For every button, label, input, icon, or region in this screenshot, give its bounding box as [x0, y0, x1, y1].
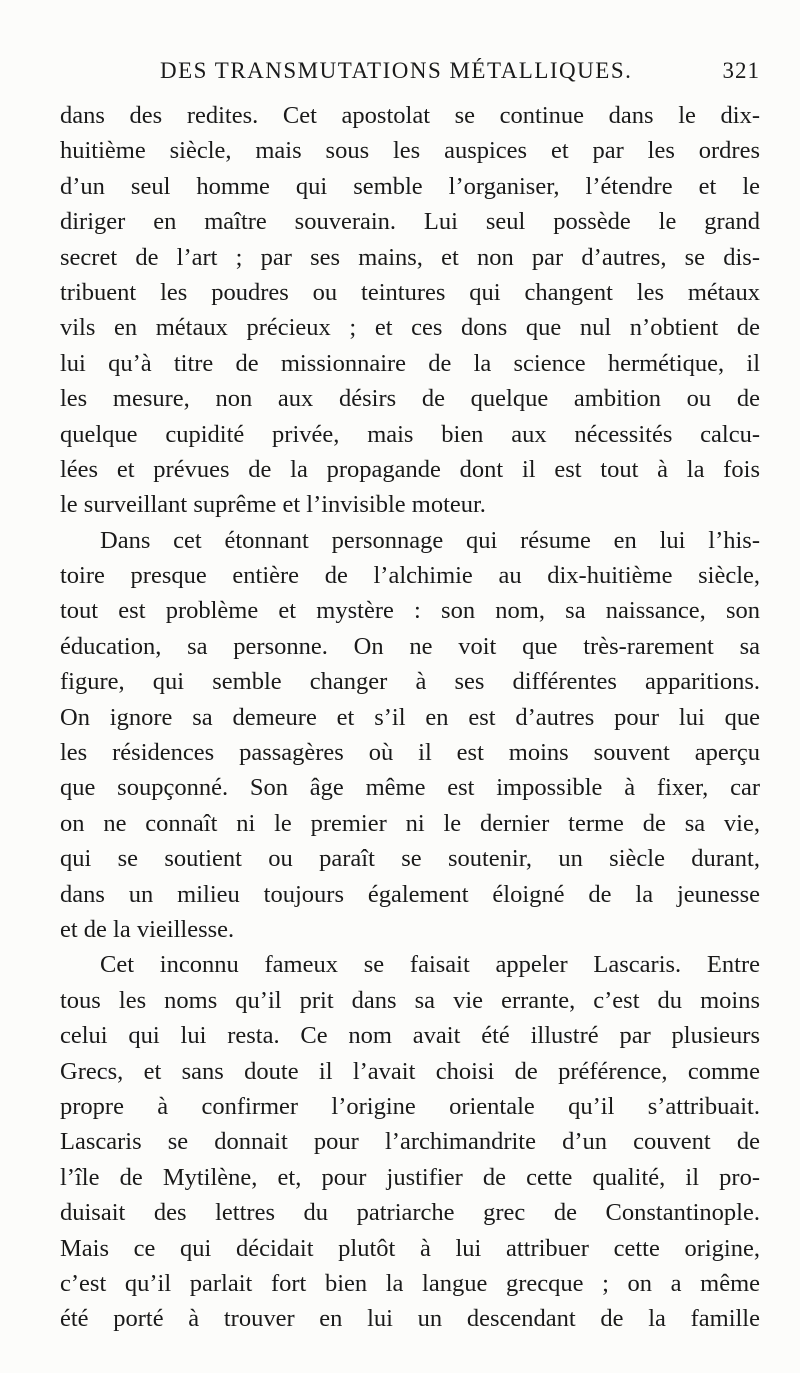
text-line: éducation, sa personne. On ne voit que très-rarement sa: [60, 632, 760, 660]
paragraph-start-line: Dans cet étonnant personnage qui résume en lui l’his-: [100, 526, 760, 554]
text-line: celui qui lui resta. Ce nom avait été illustré par plusieurs: [60, 1022, 760, 1050]
text-line: Lascaris se donnait pour l’archimandrite d’un couvent de: [60, 1128, 760, 1156]
text-line: que soupçonné. Son âge même est impossible à fixer, car: [60, 774, 760, 802]
text-line: d’un seul homme qui semble l’organiser, l’étendre et le: [60, 172, 760, 200]
text-line: toire presque entière de l’alchimie au dix-huitième siècle,: [60, 562, 760, 590]
paragraph-end-line: et de la vieillesse.: [60, 915, 235, 943]
text-line: vils en métaux précieux ; et ces dons que nul n’obtient de: [60, 314, 760, 342]
text-line: qui se soutient ou paraît se soutenir, un siècle durant,: [60, 845, 760, 873]
text-line: propre à confirmer l’origine orientale qu’il s’attribuait.: [60, 1092, 760, 1120]
text-line: tribuent les poudres ou teintures qui changent les métaux: [60, 278, 760, 306]
text-line: tout est problème et mystère : son nom, sa naissance, son: [60, 597, 760, 625]
paragraph-end-line: le surveillant suprême et l’invisible moteur.: [60, 491, 486, 519]
text-line: Mais ce qui décidait plutôt à lui attribuer cette origine,: [60, 1234, 760, 1262]
text-line: les résidences passagères où il est moins souvent aperçu: [60, 739, 760, 767]
text-line: quelque cupidité privée, mais bien aux nécessités calcu-: [60, 420, 760, 448]
text-line: on ne connaît ni le premier ni le dernier terme de sa vie,: [60, 809, 760, 837]
text-line: dans des redites. Cet apostolat se continue dans le dix-: [60, 102, 760, 129]
text-line: secret de l’art ; par ses mains, et non par d’autres, se dis-: [60, 243, 760, 271]
text-line: l’île de Mytilène, et, pour justifier de cette qualité, il pro-: [60, 1163, 760, 1191]
page-number: 321: [722, 58, 760, 83]
text-line: été porté à trouver en lui un descendant de la famille: [60, 1305, 760, 1333]
text-line: tous les noms qu’il prit dans sa vie errante, c’est du moins: [60, 986, 760, 1014]
text-line: c’est qu’il parlait fort bien la langue grecque ; on a même: [60, 1269, 760, 1297]
text-line: lui qu’à titre de missionnaire de la science hermétique, il: [60, 349, 760, 377]
text-line: Grecs, et sans doute il l’avait choisi de préférence, comme: [60, 1057, 760, 1085]
text-line: diriger en maître souverain. Lui seul possède le grand: [60, 208, 760, 236]
text-line: huitième siècle, mais sous les auspices et par les ordres: [60, 137, 760, 165]
text-line: lées et prévues de la propagande dont il est tout à la fois: [60, 455, 760, 483]
running-header: [60, 58, 760, 88]
running-title: DES TRANSMUTATIONS MÉTALLIQUES.: [160, 58, 633, 83]
paragraph-start-line: Cet inconnu fameux se faisait appeler Lascaris. Entre: [100, 951, 760, 979]
text-line: On ignore sa demeure et s’il en est d’autres pour lui que: [60, 703, 760, 731]
text-line: dans un milieu toujours également éloigné de la jeunesse: [60, 880, 760, 908]
body-text: [60, 98, 760, 1337]
text-line: figure, qui semble changer à ses différentes apparitions.: [60, 668, 760, 696]
text-line: les mesure, non aux désirs de quelque ambition ou de: [60, 385, 760, 413]
text-line: duisait des lettres du patriarche grec de Constantinople.: [60, 1199, 760, 1227]
